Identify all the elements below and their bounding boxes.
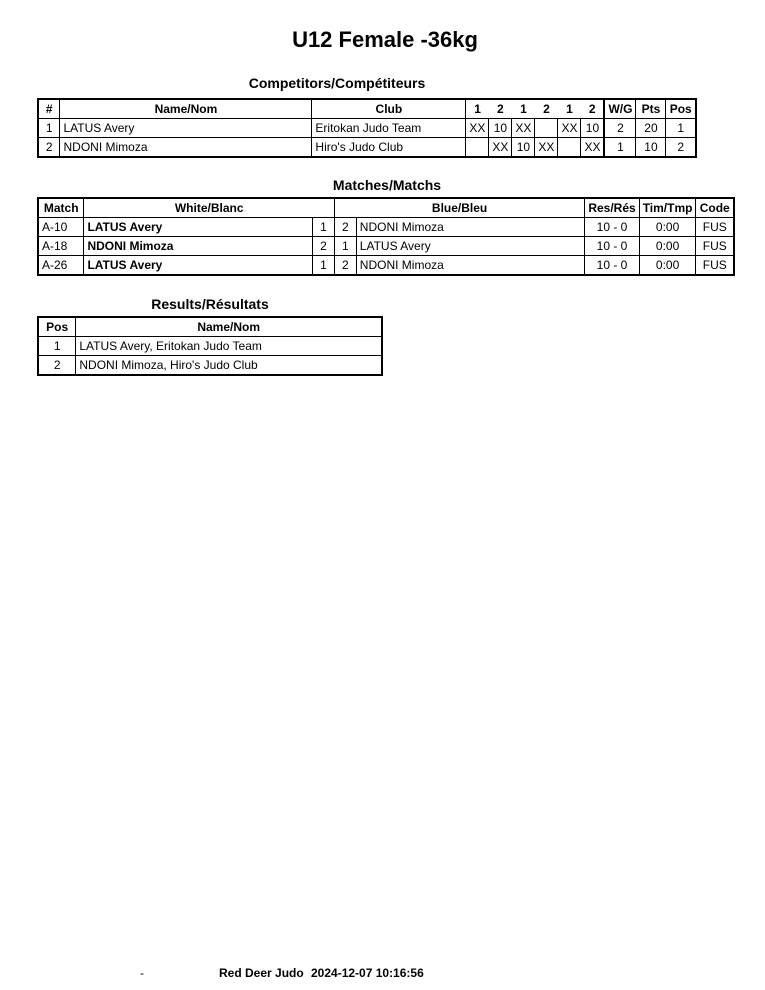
match-code: FUS — [702, 258, 727, 272]
col-match: Match — [38, 198, 84, 218]
match-id: A-10 — [38, 218, 84, 237]
round-score: 10 — [489, 119, 512, 138]
table-row — [38, 218, 734, 237]
col-pos: Pos — [38, 317, 76, 337]
white-player: LATUS Avery — [84, 256, 313, 276]
blue-number: 2 — [334, 256, 356, 276]
white-number: 2 — [312, 237, 334, 256]
col-pos: Pos — [669, 102, 692, 116]
result-pos: 1 — [38, 337, 76, 356]
round-score: XX — [512, 119, 535, 138]
competitor-name: NDONI Mimoza — [60, 138, 312, 158]
col-wg: W/G — [604, 99, 636, 119]
footer-dash: - — [140, 966, 144, 980]
col-name: Name/Nom — [197, 320, 261, 334]
competitor-wg: 1 — [604, 138, 636, 158]
competitors-table — [37, 98, 697, 158]
competitor-num: 1 — [38, 119, 60, 138]
col-round: 2 — [581, 99, 605, 119]
competitor-wg: 2 — [604, 119, 636, 138]
col-code: Code — [699, 201, 730, 215]
competitor-pts: 20 — [636, 119, 666, 138]
round-score: 10 — [581, 119, 605, 138]
match-id: A-18 — [38, 237, 84, 256]
table-row — [38, 119, 696, 138]
blue-player: LATUS Avery — [356, 237, 585, 256]
competitor-pos: 1 — [677, 121, 685, 135]
col-result: Res/Rés — [585, 198, 639, 218]
col-blue: Blue/Bleu — [334, 198, 584, 218]
col-pts: Pts — [636, 99, 666, 119]
white-player: LATUS Avery — [84, 218, 313, 237]
results-header-row — [38, 317, 382, 337]
table-row — [38, 337, 382, 356]
match-result: 10 - 0 — [585, 256, 639, 276]
results-heading: Results/Résultats — [151, 296, 269, 312]
match-time: 0:00 — [639, 218, 696, 237]
col-round: 1 — [520, 102, 527, 116]
white-number: 1 — [312, 256, 334, 276]
matches-heading: Matches/Matchs — [332, 177, 442, 193]
footer-timestamp: 2024-12-07 10:16:56 — [311, 966, 424, 980]
results-table — [37, 316, 383, 376]
table-row — [38, 356, 382, 376]
round-score: XX — [489, 138, 512, 158]
match-code: FUS — [702, 220, 727, 234]
round-score: 10 — [512, 138, 535, 158]
round-score: XX — [558, 119, 581, 138]
page-title: U12 Female -36kg — [292, 27, 478, 52]
col-round: 1 — [566, 102, 573, 116]
competitors-heading: Competitors/Compétiteurs — [248, 75, 426, 91]
col-round: 2 — [543, 102, 550, 116]
match-time: 0:00 — [639, 237, 696, 256]
col-num: # — [38, 99, 60, 119]
match-id: A-26 — [38, 256, 84, 276]
match-time: 0:00 — [639, 256, 696, 276]
col-round: 2 — [497, 102, 504, 116]
col-time: Tim/Tmp — [639, 198, 696, 218]
round-score — [535, 119, 558, 138]
matches-table — [37, 197, 735, 276]
col-name: Name/Nom — [60, 99, 312, 119]
col-round: 1 — [474, 102, 481, 116]
round-score — [558, 138, 581, 158]
competitor-name: LATUS Avery — [60, 119, 312, 138]
result-pos: 2 — [38, 356, 76, 376]
competitor-pts: 10 — [636, 138, 666, 158]
white-player: NDONI Mimoza — [84, 237, 313, 256]
blue-number: 2 — [334, 218, 356, 237]
matches-header-row — [38, 198, 734, 218]
blue-number: 1 — [334, 237, 356, 256]
match-result: 10 - 0 — [585, 218, 639, 237]
col-white: White/Blanc — [84, 198, 334, 218]
footer-org: Red Deer Judo — [219, 966, 304, 980]
white-number: 1 — [312, 218, 334, 237]
round-score: XX — [535, 138, 558, 158]
competitor-num: 2 — [38, 138, 60, 158]
round-score — [466, 138, 489, 158]
competitor-pos: 2 — [677, 140, 685, 154]
table-row — [38, 237, 734, 256]
match-code: FUS — [702, 239, 727, 253]
competitor-club: Eritokan Judo Team — [312, 119, 466, 138]
blue-player: NDONI Mimoza — [356, 256, 585, 276]
round-score: XX — [466, 119, 489, 138]
col-club: Club — [312, 99, 466, 119]
match-result: 10 - 0 — [585, 237, 639, 256]
blue-player: NDONI Mimoza — [356, 218, 585, 237]
result-name: NDONI Mimoza, Hiro's Judo Club — [79, 358, 258, 372]
result-name: LATUS Avery, Eritokan Judo Team — [79, 339, 262, 353]
competitor-club: Hiro's Judo Club — [312, 138, 466, 158]
table-row — [38, 256, 734, 276]
competitors-header-row — [38, 99, 696, 119]
round-score: XX — [581, 138, 605, 158]
table-row — [38, 138, 696, 158]
